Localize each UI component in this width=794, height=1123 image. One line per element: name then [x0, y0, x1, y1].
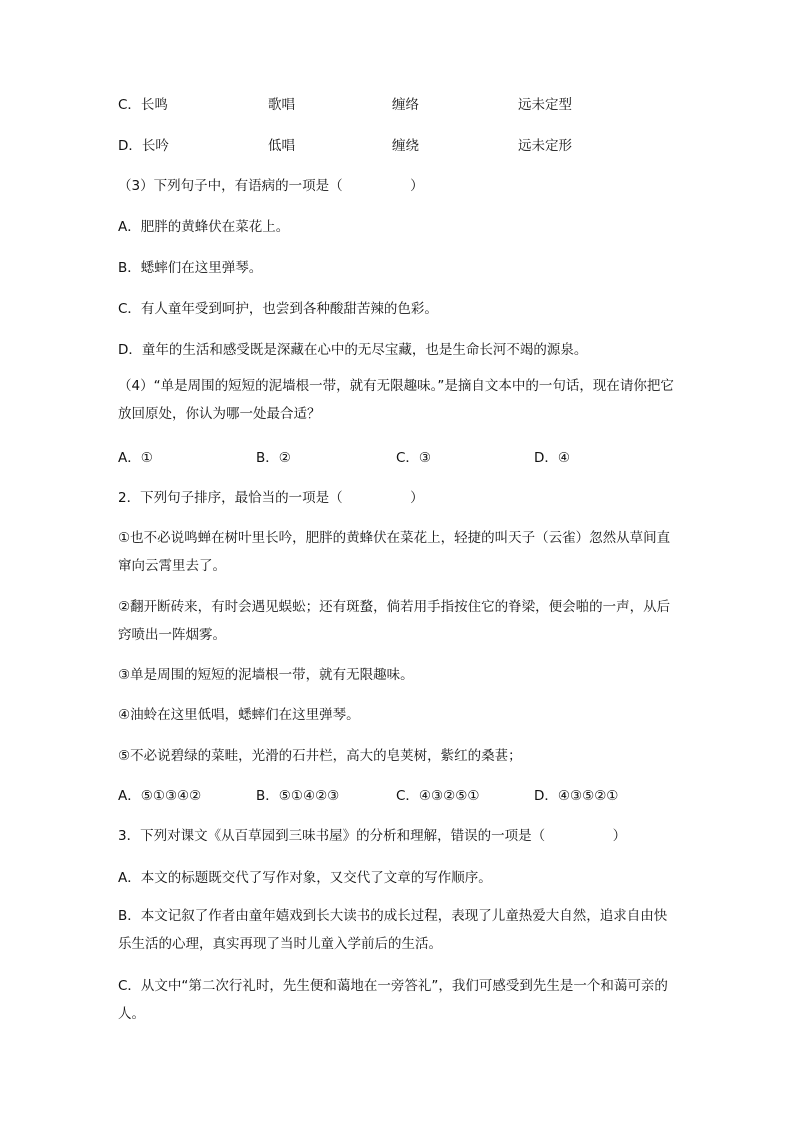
- option-c-col2: 歌唱: [268, 97, 295, 113]
- q2-option-b: B．⑤①④②③: [256, 788, 340, 804]
- q4-option-c: C．③: [396, 450, 432, 466]
- q2-sentence-1: ①也不必说鸣蝉在树叶里长吟，肥胖的黄蜂伏在菜花上，轻捷的叫天子（云雀）忽然从草间直窜向云霄里去了。: [118, 530, 671, 574]
- option-d-col3: 缠绕: [392, 138, 419, 154]
- q3-stem: （3）下列句子中，有语病的一项是（ ）: [118, 178, 424, 194]
- q3-option-c: C．有人童年受到呵护，也尝到各种酸甜苦辣的色彩。: [118, 301, 438, 317]
- option-c-col3: 缠络: [392, 97, 419, 113]
- q3b-option-a: A．本文的标题既交代了写作对象，又交代了文章的写作顺序。: [118, 870, 492, 886]
- q2-stem: 2．下列句子排序，最恰当的一项是（ ）: [118, 490, 424, 506]
- q4-option-b: B．②: [256, 450, 291, 466]
- q3-option-d: D．童年的生活和感受既是深藏在心中的无尽宝藏，也是生命长河不竭的源泉。: [118, 342, 588, 358]
- q2-sentence-3: ③单是周围的短短的泥墙根一带，就有无限趣味。: [118, 667, 414, 683]
- q2-option-c: C．④③②⑤①: [396, 788, 480, 804]
- option-d-col2: 低唱: [268, 138, 295, 154]
- q3-option-b: B．蟋蟀们在这里弹琴。: [118, 260, 263, 276]
- q2-sentence-4: ④油蛉在这里低唱，蟋蟀们在这里弹琴。: [118, 707, 360, 723]
- option-c-col1: C．长鸣: [118, 97, 168, 113]
- q2-option-a: A．⑤①③④②: [118, 788, 202, 804]
- q2-option-d: D．④③⑤②①: [534, 788, 619, 804]
- q4-option-d: D．④: [534, 450, 570, 466]
- q2-sentence-2: ②翻开断砖来，有时会遇见蜈蚣；还有斑蝥，倘若用手指按住它的脊梁，便会啪的一声，从后窍喷出一阵烟雾。: [118, 599, 671, 643]
- q2-sentence-5: ⑤不必说碧绿的菜畦，光滑的石井栏，高大的皂荚树，紫红的桑葚；: [118, 748, 522, 764]
- option-c-col4: 远未定型: [518, 97, 572, 113]
- option-d-col4: 远未定形: [518, 138, 572, 154]
- q3b-option-b: B．本文记叙了作者由童年嬉戏到长大读书的成长过程，表现了儿童热爱大自然，追求自由快乐生活的心理，真实再现了当时儿童入学前后的生活。: [118, 908, 668, 952]
- q3-option-a: A．肥胖的黄蜂伏在菜花上。: [118, 219, 290, 235]
- q4-option-a: A．①: [118, 450, 153, 466]
- q4-stem: （4）“单是周围的短短的泥墙根一带，就有无限趣味。”是摘自文本中的一句话，现在请你把它放回原处，你认为哪一处最合适？: [118, 378, 674, 422]
- q3b-option-c: C．从文中“第二次行礼时，先生便和蔼地在一旁答礼”，我们可感受到先生是一个和蔼可亲的人。: [118, 978, 668, 1022]
- q3b-stem: 3．下列对课文《从百草园到三味书屋》的分析和理解，错误的一项是（ ）: [118, 828, 627, 844]
- option-d-col1: D．长吟: [118, 138, 169, 154]
